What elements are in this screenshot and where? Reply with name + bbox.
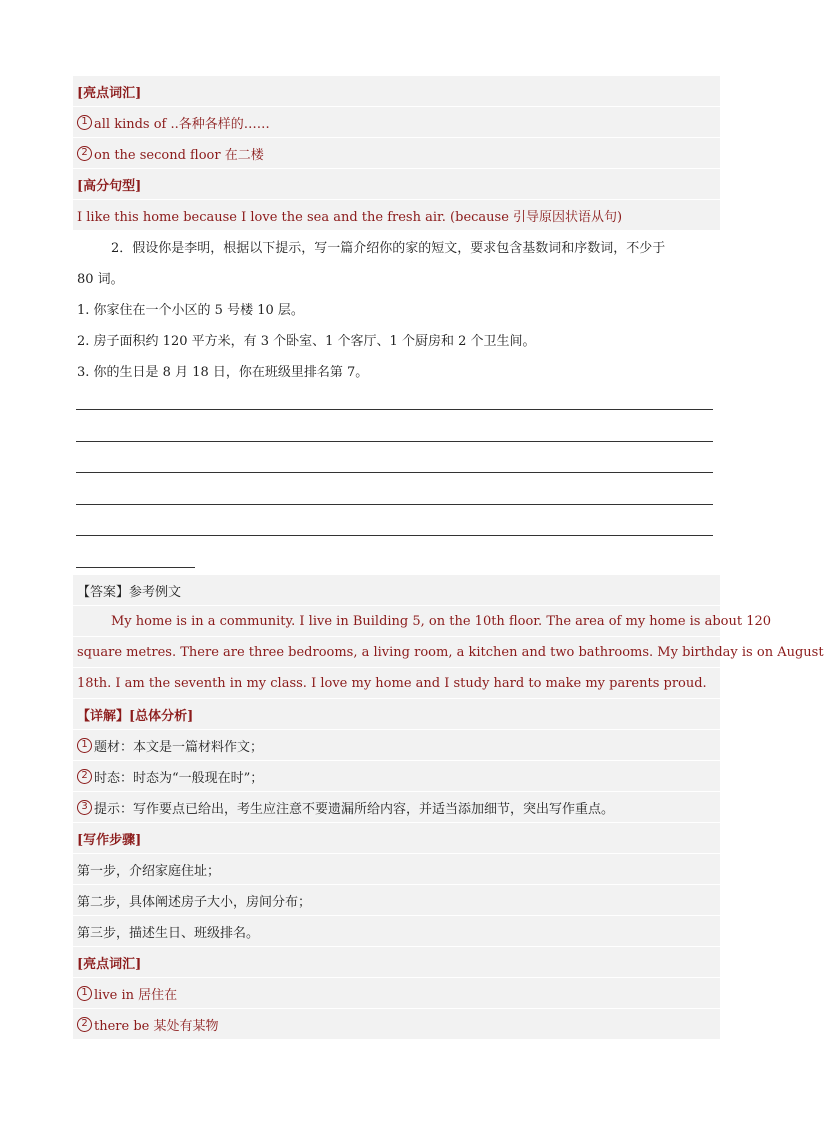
vocab-item bbox=[73, 1009, 720, 1040]
answer-writing-line bbox=[76, 409, 713, 410]
essay-line: 18th. I am the seventh in my class. I love my home and I study hard to make my parents proud. bbox=[73, 668, 720, 699]
sentence-heading: [高分句型] bbox=[73, 169, 720, 200]
circled-number: 2 bbox=[77, 1017, 92, 1032]
answer-writing-line bbox=[76, 441, 713, 442]
step-item: 第三步，描述生日、班级排名。 bbox=[73, 916, 720, 947]
prompt-point: 1. 你家住在一个小区的 5 号楼 10 层。 bbox=[77, 303, 304, 318]
analysis-item bbox=[73, 730, 720, 761]
answer-writing-line bbox=[76, 472, 713, 473]
analysis-text: 题材：本文是一篇材料作文； bbox=[94, 739, 264, 755]
circled-number: 1 bbox=[77, 738, 92, 753]
circled-number: 2 bbox=[77, 146, 92, 161]
step-item: 第二步，具体阐述房子大小，房间分布； bbox=[73, 885, 720, 916]
circled-number: 1 bbox=[77, 115, 92, 130]
vocab-text: on the second floor 在二楼 bbox=[94, 147, 264, 163]
highlight-vocab-heading-2: [亮点词汇] bbox=[73, 947, 720, 978]
answer-label: 【答案】参考例文 bbox=[73, 575, 720, 606]
answer-writing-line bbox=[76, 535, 713, 536]
vocab-text: all kinds of ..各种各样的…… bbox=[94, 116, 270, 132]
analysis-item bbox=[73, 792, 720, 823]
analysis-label: 【详解】[总体分析] bbox=[73, 699, 720, 730]
step-item: 第一步，介绍家庭住址； bbox=[73, 854, 720, 885]
vocab-item bbox=[73, 107, 720, 138]
vocab-text: there be 某处有某物 bbox=[94, 1018, 219, 1034]
essay-line: My home is in a community. I live in Building 5, on the 10th floor. The area of my home is about 120 bbox=[73, 606, 720, 637]
analysis-text: 时态：时态为“一般现在时”； bbox=[94, 770, 264, 786]
question-line-1: 2．假设你是李明，根据以下提示，写一篇介绍你的家的短文，要求包含基数词和序数词，不少于 bbox=[111, 241, 666, 256]
sentence-text: I like this home because I love the sea and the fresh air. (because 引导原因状语从句) bbox=[73, 200, 720, 231]
steps-heading: [写作步骤] bbox=[73, 823, 720, 854]
circled-number: 1 bbox=[77, 986, 92, 1001]
vocab-item bbox=[73, 138, 720, 169]
essay-line: square metres. There are three bedrooms, a living room, a kitchen and two bathrooms. My birthday is on August bbox=[73, 637, 720, 668]
highlight-vocab-heading: [亮点词汇] bbox=[73, 76, 720, 107]
prompt-point: 3. 你的生日是 8 月 18 日，你在班级里排名第 7。 bbox=[77, 365, 369, 380]
analysis-text: 提示：写作要点已给出，考生应注意不要遗漏所给内容，并适当添加细节，突出写作重点。 bbox=[94, 801, 615, 817]
circled-number: 2 bbox=[77, 769, 92, 784]
answer-writing-line bbox=[76, 567, 195, 568]
vocab-item bbox=[73, 978, 720, 1009]
vocab-text: live in 居住在 bbox=[94, 987, 178, 1003]
question-line-2: 80 词。 bbox=[77, 272, 124, 287]
analysis-item bbox=[73, 761, 720, 792]
answer-writing-line bbox=[76, 504, 713, 505]
prompt-point: 2. 房子面积约 120 平方米，有 3 个卧室、1 个客厅、1 个厨房和 2 个卫生间。 bbox=[77, 334, 536, 349]
circled-number: 3 bbox=[77, 800, 92, 815]
